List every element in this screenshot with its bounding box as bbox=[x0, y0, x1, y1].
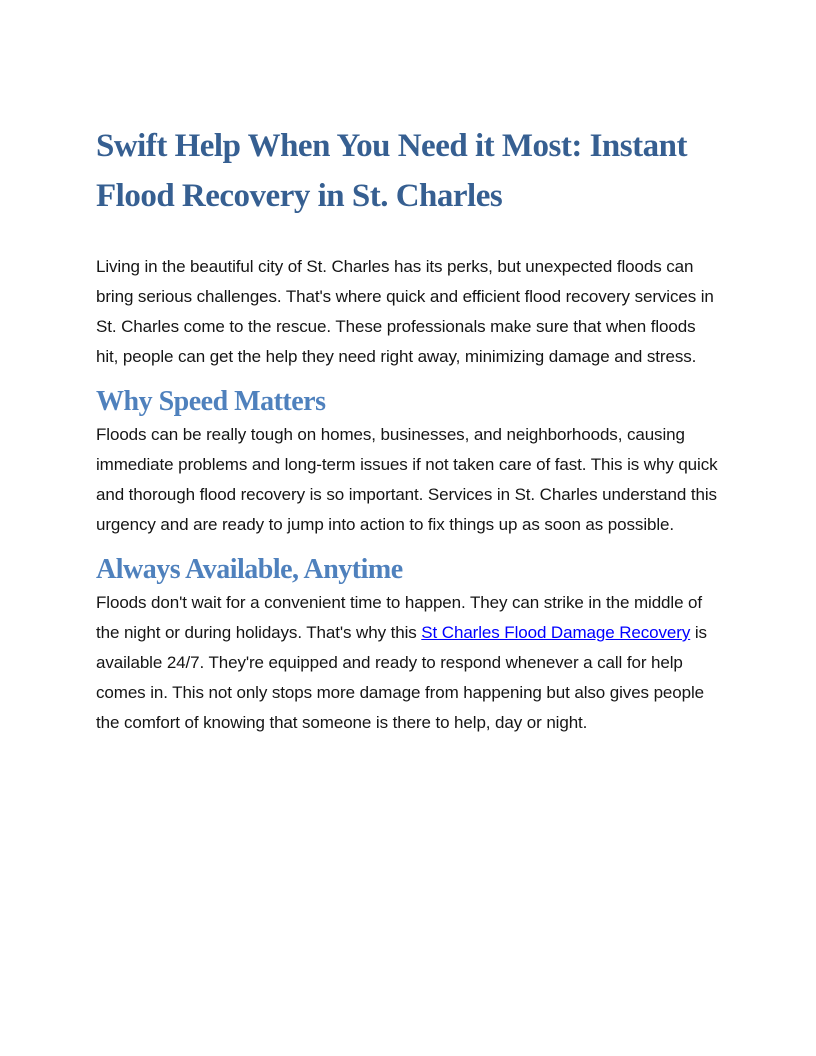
document-title: Swift Help When You Need it Most: Instant Flood Recovery in St. Charles bbox=[96, 128, 687, 214]
section-paragraph-always-available: Floods don't wait for a convenient time to happen. They can strike in the middle of the night or during holidays. That's why this St Charles Flood Damage Recovery is available 24/7. They're equipped and ready to respond whenever a call for help comes in. This not only stops more damage from happening but also gives people the comfort of knowing that someone is there to help, day or night. bbox=[96, 593, 707, 732]
section-why-speed-matters bbox=[96, 385, 720, 540]
section-paragraph-why-speed-matters: Floods can be really tough on homes, businesses, and neighborhoods, causing immediate problems and long-term issues if not taken care of fast. This is why quick and thorough flood recovery is so important. Services in St. Charles understand this urgency and are ready to jump into action to fix things up as soon as possible. bbox=[96, 425, 718, 534]
intro-paragraph: Living in the beautiful city of St. Charles has its perks, but unexpected floods can bring serious challenges. That's where quick and efficient flood recovery services in St. Charles come to the rescue. These professionals make sure that when floods hit, people can get the help they need right away, minimizing damage and stress. bbox=[96, 257, 714, 366]
section-always-available bbox=[96, 553, 720, 738]
section-heading-always-available: Always Available, Anytime bbox=[96, 554, 403, 585]
section-heading-why-speed-matters: Why Speed Matters bbox=[96, 386, 326, 417]
st-charles-flood-damage-recovery-link[interactable]: St Charles Flood Damage Recovery bbox=[421, 623, 691, 642]
